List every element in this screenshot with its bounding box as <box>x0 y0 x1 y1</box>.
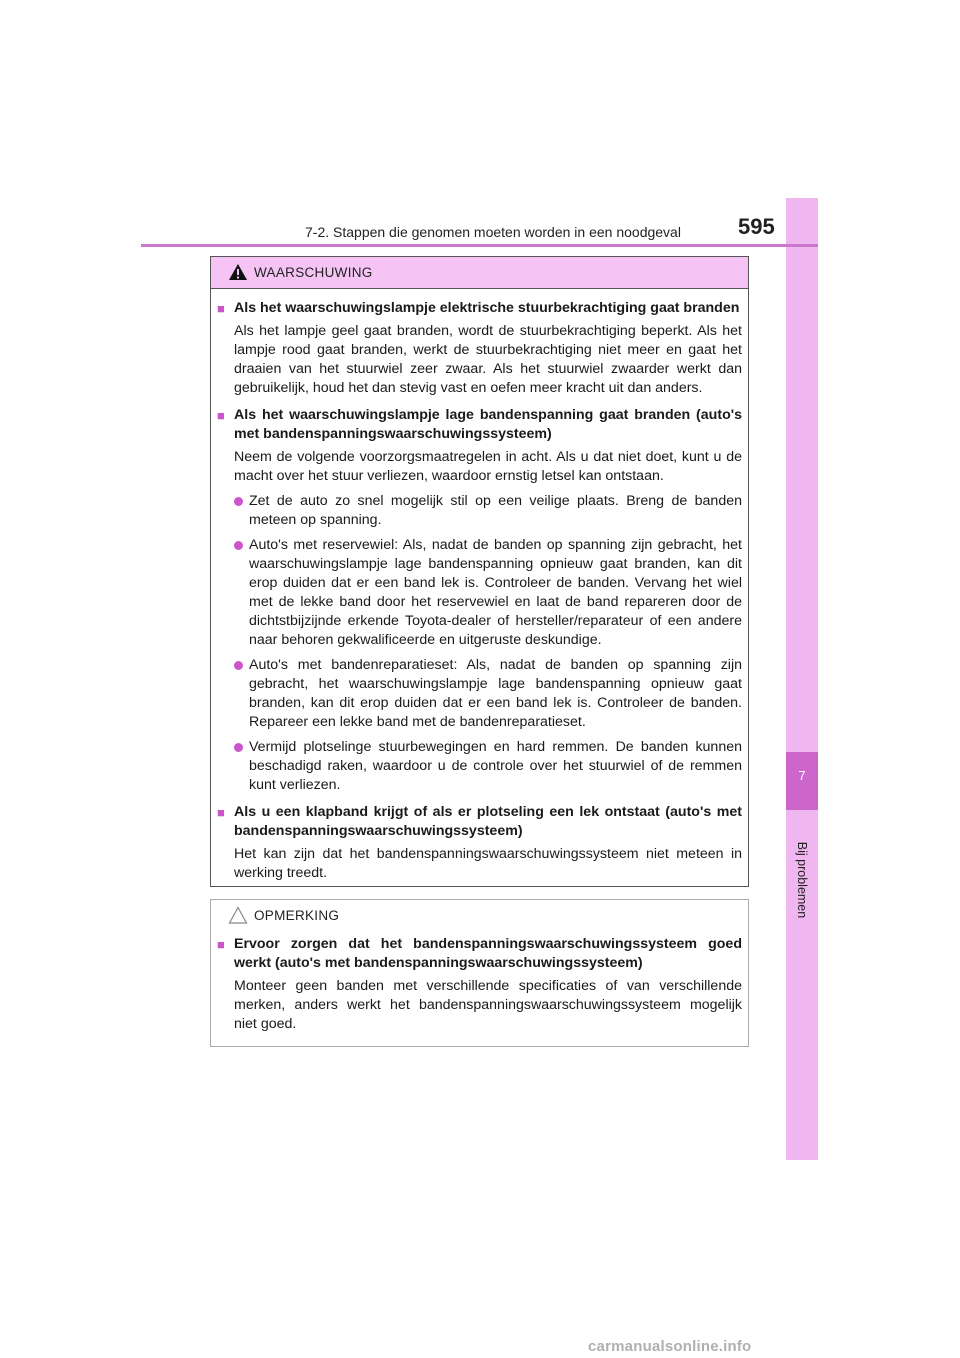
round-bullet-icon <box>234 661 243 670</box>
warning-box <box>210 256 749 887</box>
square-bullet-icon: ■ <box>217 408 225 423</box>
watermark: carmanualsonline.info <box>588 1338 752 1355</box>
warning-paragraph: Het kan zijn dat het bandenspanningswaarschuwingssysteem niet meteen in werking treedt. <box>234 846 742 881</box>
warning-header <box>211 257 748 289</box>
warning-paragraph: Neem de volgende voorzorgsmaatregelen in acht. Als u dat niet doet, kunt u de macht over het stuur verliezen, waardoor ernstig letsel kan ontstaan. <box>234 449 742 484</box>
warning-section-title: ■ Als het waarschuwingslampje lage bandenspanning gaat branden (auto's met bandenspanningswaarschuwingssysteem) <box>217 407 742 442</box>
page-header-title: 7-2. Stappen die genomen moeten worden in een noodgeval <box>305 224 681 240</box>
chapter-side-tab <box>786 198 818 1160</box>
list-item: Vermijd plotselinge stuurbewegingen en hard remmen. De banden kunnen beschadigd raken, waardoor u de controle over het stuurwiel of de remmen kunt verliezen. <box>234 738 742 795</box>
square-bullet-icon: ■ <box>217 301 225 316</box>
chapter-number: 7 <box>798 768 806 783</box>
round-bullet-icon <box>234 541 243 550</box>
list-item: Auto's met bandenreparatieset: Als, nadat de banden op spanning zijn gebracht, het waarschuwingslampje lage bandenspanning opnieuw gaat branden, kan dit erop duiden dat er een band lek is. Controleer de banden. Repareer een lekke band met de bandenreparatieset. <box>234 656 742 732</box>
note-label: OPMERKING <box>254 908 340 923</box>
note-content <box>211 931 748 1034</box>
warning-section-title: ■ Als het waarschuwingslampje elektrische stuurbekrachtiging gaat branden <box>217 300 740 316</box>
note-section-title: ■ Ervoor zorgen dat het bandenspanningswaarschuwingssysteem goed werkt (auto's met bandenspanningswaarschuwingssysteem) <box>217 936 742 971</box>
warning-label: WAARSCHUWING <box>254 265 373 280</box>
warning-section-title: ■ Als u een klapband krijgt of als er plotseling een lek ontstaat (auto's met bandenspanningswaarschuwingssysteem) <box>217 804 742 839</box>
note-paragraph: Monteer geen banden met verschillende specificaties of van verschillende merken, anders werkt het bandenspanningswaarschuwingssysteem mogelijk niet goed. <box>234 978 742 1032</box>
note-box <box>210 899 749 1047</box>
warning-paragraph: Als het lampje geel gaat branden, wordt de stuurbekrachtiging beperkt. Als het lampje rood gaat branden, werkt de stuurbekrachtiging niet meer en gaat het draaien van het stuurwiel zeer zwaar. Als het stuurwiel zwaarder werkt dan gebruikelijk, houd het dan stevig vast en oefen meer kracht uit dan anders. <box>234 323 742 396</box>
list-item: Auto's met reservewiel: Als, nadat de banden op spanning zijn gebracht, het waarschuwingslampje lage bandenspanning opnieuw gaat branden, kan dit erop duiden dat er een band lek is. Controleer de banden. Vervang het wiel met de lekke band door het reservewiel en laat de band repareren door de dichtstbijzijnde erkende Toyota-dealer of hersteller/reparateur of een andere naar behoren gekwalificeerde en uitgeruste deskundige. <box>234 536 742 650</box>
square-bullet-icon: ■ <box>217 937 225 952</box>
chapter-title-container <box>760 825 844 935</box>
warning-content <box>211 289 748 883</box>
square-bullet-icon: ■ <box>217 805 225 820</box>
chapter-title: Bij problemen <box>795 841 809 919</box>
note-header <box>211 900 748 931</box>
round-bullet-icon <box>234 497 243 506</box>
header-divider <box>141 244 818 247</box>
list-item: Zet de auto zo snel mogelijk stil op een veilige plaats. Breng de banden meteen op spanning. <box>234 492 742 530</box>
round-bullet-icon <box>234 743 243 752</box>
warning-triangle-icon <box>228 263 248 281</box>
page-number: 595 <box>738 214 775 239</box>
caution-triangle-icon <box>228 906 248 924</box>
